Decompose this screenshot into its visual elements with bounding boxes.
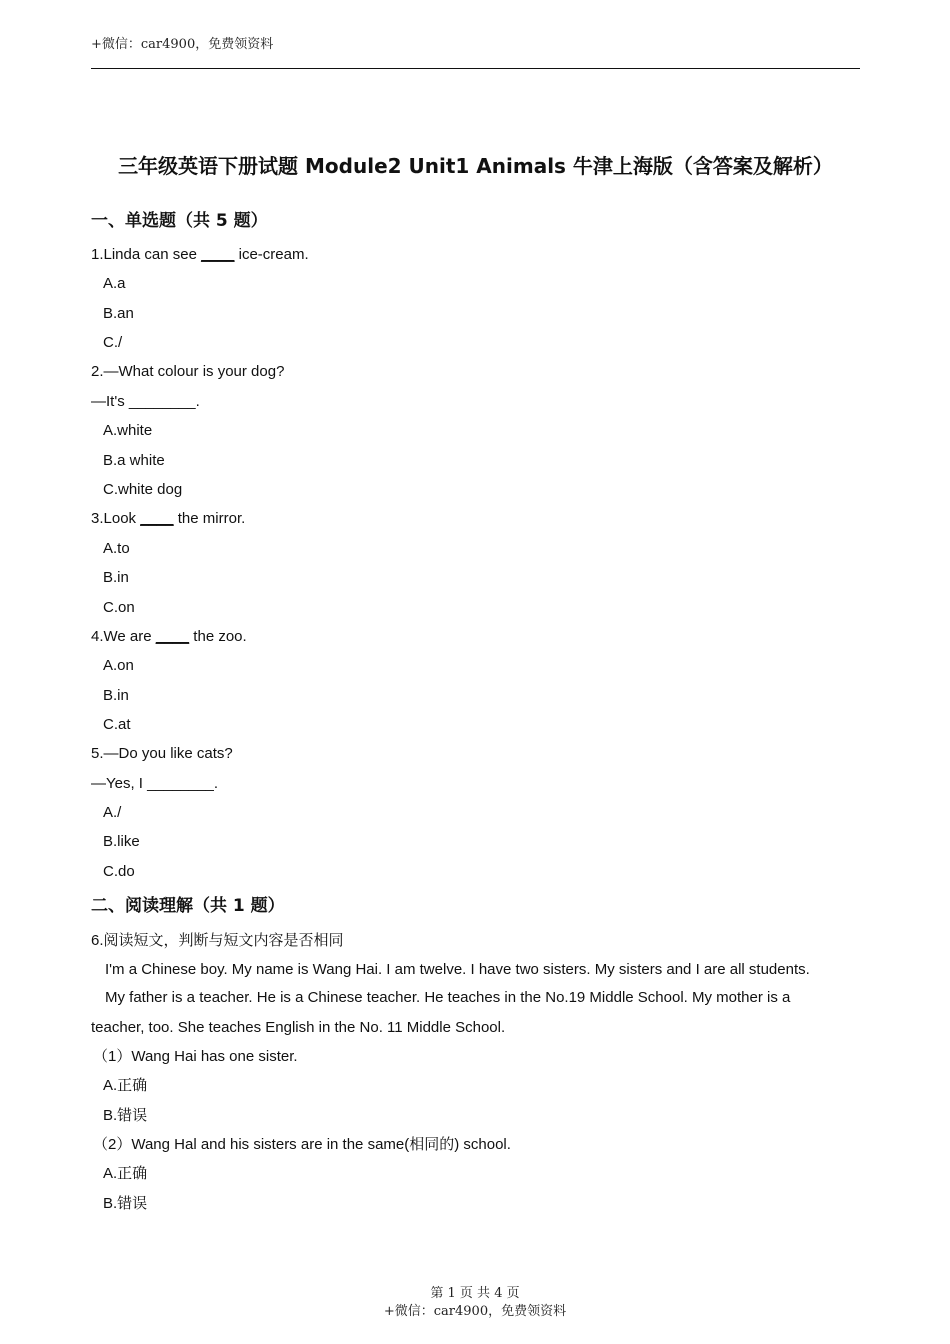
reading-item-1-option-b: B.错误 — [103, 1107, 148, 1124]
question-4-option-a: A.on — [103, 657, 134, 674]
reading-passage-line-1: I'm a Chinese boy. My name is Wang Hai. I am twelve. I have two sisters. My sisters and I are all students. — [105, 961, 810, 978]
question-4 — [91, 628, 247, 646]
footer-note: +微信：car4900，免费领资料 — [383, 1304, 567, 1319]
question-4-blank: ____ — [155, 628, 190, 645]
question-2-line-1: 2.—What colour is your dog? — [91, 363, 285, 380]
reading-item-2-stem: （2）Wang Hal and his sisters are in the same(相同的) school. — [93, 1136, 511, 1153]
question-1-option-a: A.a — [103, 275, 126, 292]
question-2-option-a: A.white — [103, 422, 153, 439]
question-3-text-post: the mirror. — [173, 510, 246, 527]
question-3-blank: ____ — [140, 510, 174, 527]
question-5-option-a: A./ — [103, 804, 122, 821]
document-title: 三年级英语下册试题 Module2 Unit1 Animals 牛津上海版（含答案及解析） — [118, 154, 833, 178]
question-4-text-post: the zoo. — [189, 628, 247, 645]
reading-item-1-stem: （1）Wang Hai has one sister. — [93, 1048, 298, 1065]
question-5-option-b: B.like — [103, 833, 140, 850]
question-4-option-c: C.at — [103, 716, 131, 733]
question-3-option-a: A.to — [103, 540, 130, 557]
reading-intro: 6.阅读短文，判断与短文内容是否相同 — [91, 932, 344, 949]
question-5-option-c: C.do — [103, 863, 135, 880]
question-3-option-c: C.on — [103, 599, 135, 616]
question-1-option-b: B.an — [103, 305, 134, 322]
question-4-text-pre: 4.We are — [91, 628, 156, 645]
question-2-option-b: B.a white — [103, 452, 165, 469]
question-2-option-c: C.white dog — [103, 481, 183, 498]
reading-item-2-option-b: B.错误 — [103, 1195, 148, 1212]
header-note: +微信：car4900，免费领资料 — [91, 37, 274, 52]
question-4-option-b: B.in — [103, 687, 129, 704]
question-5-line-1: 5.—Do you like cats? — [91, 745, 233, 762]
page-number: 第 1 页 共 4 页 — [430, 1286, 520, 1301]
question-1-blank: ____ — [201, 246, 235, 263]
reading-item-2-option-a: A.正确 — [103, 1165, 148, 1182]
reading-passage-line-3: teacher, too. She teaches English in the No. 11 Middle School. — [91, 1019, 506, 1036]
question-5-line-2: —Yes, I ________. — [91, 775, 219, 792]
question-3 — [91, 510, 245, 528]
question-3-option-b: B.in — [103, 569, 129, 586]
question-1 — [91, 246, 309, 264]
question-1-text-pre: 1.Linda can see — [91, 246, 202, 263]
question-2-line-2: —It's ________. — [91, 393, 200, 410]
section-heading-single-choice: 一、单选题（共 5 题） — [91, 211, 268, 231]
header-divider — [91, 68, 860, 69]
reading-passage-line-2: My father is a teacher. He is a Chinese teacher. He teaches in the No.19 Middle School. My mother is a — [105, 989, 791, 1006]
section-heading-reading: 二、阅读理解（共 1 题） — [91, 896, 285, 916]
reading-item-1-option-a: A.正确 — [103, 1077, 148, 1094]
question-1-option-c: C./ — [103, 334, 123, 351]
question-1-text-post: ice-cream. — [234, 246, 309, 263]
question-3-text-pre: 3.Look — [91, 510, 141, 527]
